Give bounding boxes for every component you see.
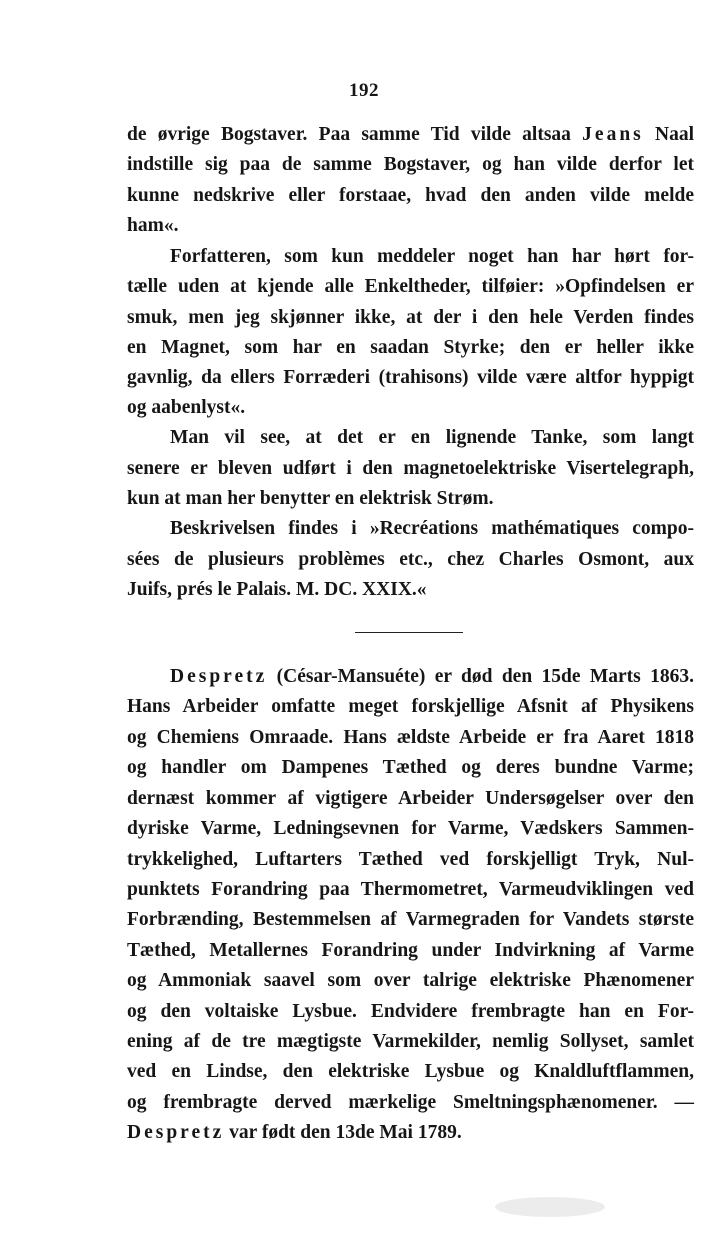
text-line: og handler om Dampenes Tæthed og deres bundne Varme; [127,757,694,778]
text-line: en Magnet, som har en saadan Styrke; den er heller ikke [127,337,694,358]
text-line: smuk, men jeg skjønner ikke, at der i den hele Verden findes [127,307,694,328]
text-line: gavnlig, da ellers Forræderi (trahisons) vilde være altfor hyppigt [127,367,694,388]
text-line: kunne nedskrive eller forstaae, hvad den anden vilde melde [127,185,694,206]
name-spaced: Despretz [127,1122,225,1143]
text-line: punktets Forandring paa Thermometret, Varmeudviklingen ved [127,879,694,900]
text-line: dyriske Varme, Ledningsevnen for Varme, Vædskers Sammen- [127,818,694,839]
text-line: indstille sig paa de samme Bogstaver, og han vilde derfor let [127,154,694,175]
text-line: de øvrige Bogstaver. Paa samme Tid vilde altsaa Jeans Naal [127,124,695,145]
text-line: ening af de tre mægtigste Varmekilder, nemlig Sollyset, samlet [127,1031,694,1052]
text-line: Forbrænding, Bestemmelsen af Varmegraden for Vandets største [127,909,694,930]
text-line: Juifs, prés le Palais. M. DC. XXIX.« [127,579,427,600]
text-line: ved en Lindse, den elektriske Lysbue og Knaldluftflammen, [127,1061,694,1082]
text-line: Man vil see, at det er en lignende Tanke, som langt [170,427,694,448]
text-line: Tæthed, Metallernes Forandring under Indvirkning af Varme [127,940,694,961]
text-line: ham«. [127,215,179,236]
text-line: kun at man her benytter en elektrisk Strøm. [127,488,494,509]
text-line: tælle uden at kjende alle Enkeltheder, tilføier: »Opfindelsen er [127,276,694,297]
text-line: Despretz (César-Mansuéte) er død den 15de Marts 1863. [170,666,694,687]
text-line: Despretz var født den 13de Mai 1789. [127,1122,462,1143]
page-number: 192 [349,80,379,101]
text-line: og den voltaiske Lysbue. Endvidere frembragte han en For- [127,1001,694,1022]
text-line: og Chemiens Omraade. Hans ældste Arbeide er fra Aaret 1818 [127,727,694,748]
text-line: og Ammoniak saavel som over talrige elektriske Phænomener [127,970,694,991]
text-line: Forfatteren, som kun meddeler noget han har hørt for- [170,246,694,267]
paper-smudge [490,1192,610,1222]
text-line: Beskrivelsen findes i »Recréations mathématiques compo- [170,518,694,539]
text-line: Hans Arbeider omfatte meget forskjellige Afsnit af Physikens [127,696,694,717]
text-line: og aabenlyst«. [127,397,246,418]
text-line: trykkelighed, Luftarters Tæthed ved forskjelligt Tryk, Nul- [127,849,694,870]
text-line: og frembragte derved mærkelige Smeltningsphænomener. — [127,1092,694,1113]
text-line: dernæst kommer af vigtigere Arbeider Undersøgelser over den [127,788,694,809]
name-spaced: Jeans [582,124,644,145]
section-divider [355,632,463,633]
name-heading: Despretz [170,666,268,687]
text-line: senere er bleven udført i den magnetoelektriske Visertelegraph, [127,458,694,479]
text-line: sées de plusieurs problèmes etc., chez Charles Osmont, aux [127,549,694,570]
